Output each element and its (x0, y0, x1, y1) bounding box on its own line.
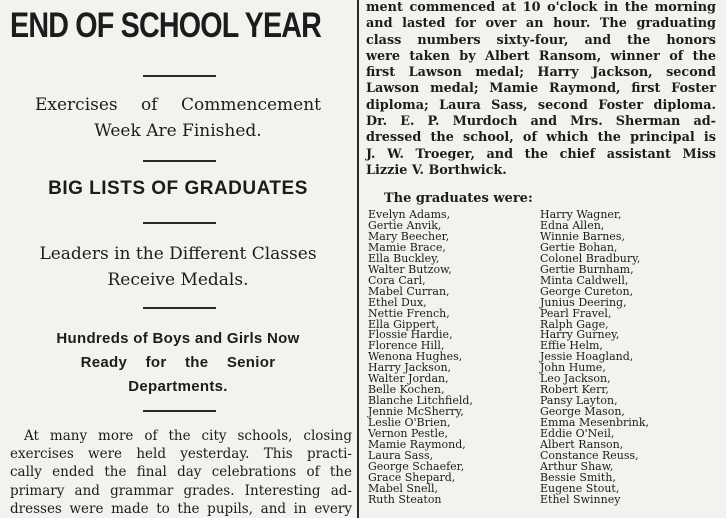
graduates-list-col2 (540, 210, 649, 506)
graduate-name: Walter Jordan, (368, 372, 449, 386)
body-line: first Lawson medal; Harry Jackson, second (366, 65, 716, 81)
graduate-name: Effie Helm, (540, 339, 603, 353)
graduate-name: Florence Hill, (368, 339, 445, 353)
right-column (362, 0, 726, 518)
graduate-name: Harry Wagner, (540, 208, 622, 221)
graduate-name: Vernon Pestle, (368, 427, 448, 441)
deck-line: Exercises of Commencement (34, 95, 322, 115)
deck-line: Receive Medals. (107, 270, 249, 290)
graduate-name: Minta Caldwell, (540, 273, 629, 287)
graduate-name: Bessie Smith, (540, 470, 616, 484)
headline: END OF SCHOOL YEAR (10, 6, 322, 45)
graduate-name: Ella Buckley, (368, 251, 440, 265)
graduate-name: Robert Kerr, (540, 383, 609, 397)
graduates-list-col1 (368, 210, 473, 506)
graduate-name: Belle Kochen, (368, 383, 445, 397)
graduate-name: Mary Beecher, (368, 229, 450, 243)
graduate-name: Gertie Anvik, (368, 218, 442, 232)
graduate-name: Mamie Raymond, (368, 438, 466, 452)
graduate-name: Blanche Litchfield, (368, 394, 473, 408)
graduate-name: Cora Carl, (368, 273, 426, 287)
graduate-name: George Mason, (540, 405, 625, 419)
graduate-name: Albert Ranson, (540, 438, 624, 452)
graduate-name: Harry Gurney, (540, 328, 620, 342)
graduate-name: Ethel Dux, (368, 295, 427, 309)
graduate-name: Winnie Barnes, (540, 229, 625, 243)
deck-hundreds (0, 327, 356, 399)
graduate-name: Ruth Steaton (368, 492, 442, 506)
body-line: J. W. Troeger, and the chief assistant Miss (366, 146, 716, 162)
graduate-name: Grace Shepard, (368, 470, 456, 484)
body-line: and lasted for over an hour. The graduating (366, 16, 716, 32)
left-column (0, 0, 356, 518)
deck-line: Week Are Finished. (94, 121, 262, 141)
body-line: dressed the school, of which the principal is (366, 130, 716, 146)
graduate-name: Jessie Hoagland, (540, 350, 634, 364)
graduate-name: Walter Butzow, (368, 262, 452, 276)
deck-exercises (0, 92, 356, 144)
graduate-name: Harry Jackson, (368, 361, 452, 375)
body-line: primary and grammar grades. Interesting ad- (10, 482, 352, 499)
graduate-name: Mabel Snell, (368, 481, 439, 495)
graduate-name: Pansy Layton, (540, 394, 618, 408)
deck-line: Ready for the Senior (80, 354, 276, 371)
graduate-name: Ella Gippert, (368, 317, 440, 331)
graduate-name: Leo Jackson, (540, 372, 611, 386)
divider-rule (143, 75, 216, 77)
graduate-name: Ralph Gage, (540, 317, 609, 331)
body-line: At many more of the city schools, closing (24, 428, 352, 444)
graduate-name: Emma Mesenbrink, (540, 416, 650, 430)
graduate-name: Arthur Shaw, (540, 459, 614, 473)
graduates-intro: The graduates were: (384, 191, 533, 206)
graduate-name: Wenona Hughes, (368, 350, 463, 364)
column-divider (357, 0, 359, 518)
graduate-name: Junius Deering, (540, 295, 627, 309)
divider-rule (143, 222, 216, 224)
graduate-name: Gertie Burnham, (540, 262, 634, 276)
deck-line: Departments. (128, 378, 228, 395)
body-line: Dr. E. P. Murdoch and Mrs. Sherman ad- (366, 114, 716, 130)
graduate-name: John Hume, (540, 361, 606, 375)
body-line: cally ended the final day celebrations of the (10, 464, 352, 481)
graduate-name: Leslie O'Brien, (368, 416, 451, 430)
graduate-name: Jennie McSherry, (368, 405, 464, 419)
graduate-name: Pearl Fravel, (540, 306, 612, 320)
graduate-name: Edna Allen, (540, 218, 605, 232)
divider-rule (143, 160, 216, 162)
graduate-name: Mamie Brace, (368, 240, 446, 254)
graduate-name: Mabel Curran, (368, 284, 450, 298)
body-line: class numbers sixty-four, and the honors (366, 32, 716, 48)
body-line: diploma; Laura Sass, second Foster diploma. (366, 97, 716, 113)
deck-line: Leaders in the Different Classes (39, 244, 317, 264)
deck-line: Hundreds of Boys and Girls Now (56, 330, 300, 347)
body-line: exercises were held yesterday. This practi- (10, 446, 352, 463)
deck-leaders (0, 241, 356, 293)
graduate-name: Nettie French, (368, 306, 450, 320)
body-line: dresses were made to the pupils, and in every (10, 500, 352, 517)
divider-rule (143, 307, 216, 309)
graduate-name: Ethel Swinney (540, 492, 621, 506)
graduate-name: Colonel Bradbury, (540, 251, 641, 265)
body-line: Lizzie V. Borthwick. (366, 162, 507, 178)
graduate-name: Laura Sass, (368, 448, 434, 462)
divider-rule (143, 410, 216, 412)
graduate-name: George Schaefer, (368, 459, 465, 473)
graduate-name: Eugene Stout, (540, 481, 620, 495)
graduate-name: Gertie Bohan, (540, 240, 618, 254)
graduate-name: Eddie O'Neil, (540, 427, 615, 441)
graduate-name: Constance Reuss, (540, 448, 639, 462)
body-line: ment commenced at 10 o'clock in the morning (366, 0, 716, 15)
body-line: were taken by Albert Ransom, winner of the (366, 48, 716, 64)
graduate-name: George Cureton, (540, 284, 634, 298)
article-body-right (366, 0, 716, 179)
article-body-left (10, 427, 352, 518)
graduate-name: Evelyn Adams, (368, 208, 451, 221)
deck-big-lists: BIG LISTS OF GRADUATES (48, 178, 308, 199)
body-line: Lawson medal; Mamie Raymond, first Foster (366, 81, 716, 97)
graduate-name: Flossie Hardie, (368, 328, 453, 342)
